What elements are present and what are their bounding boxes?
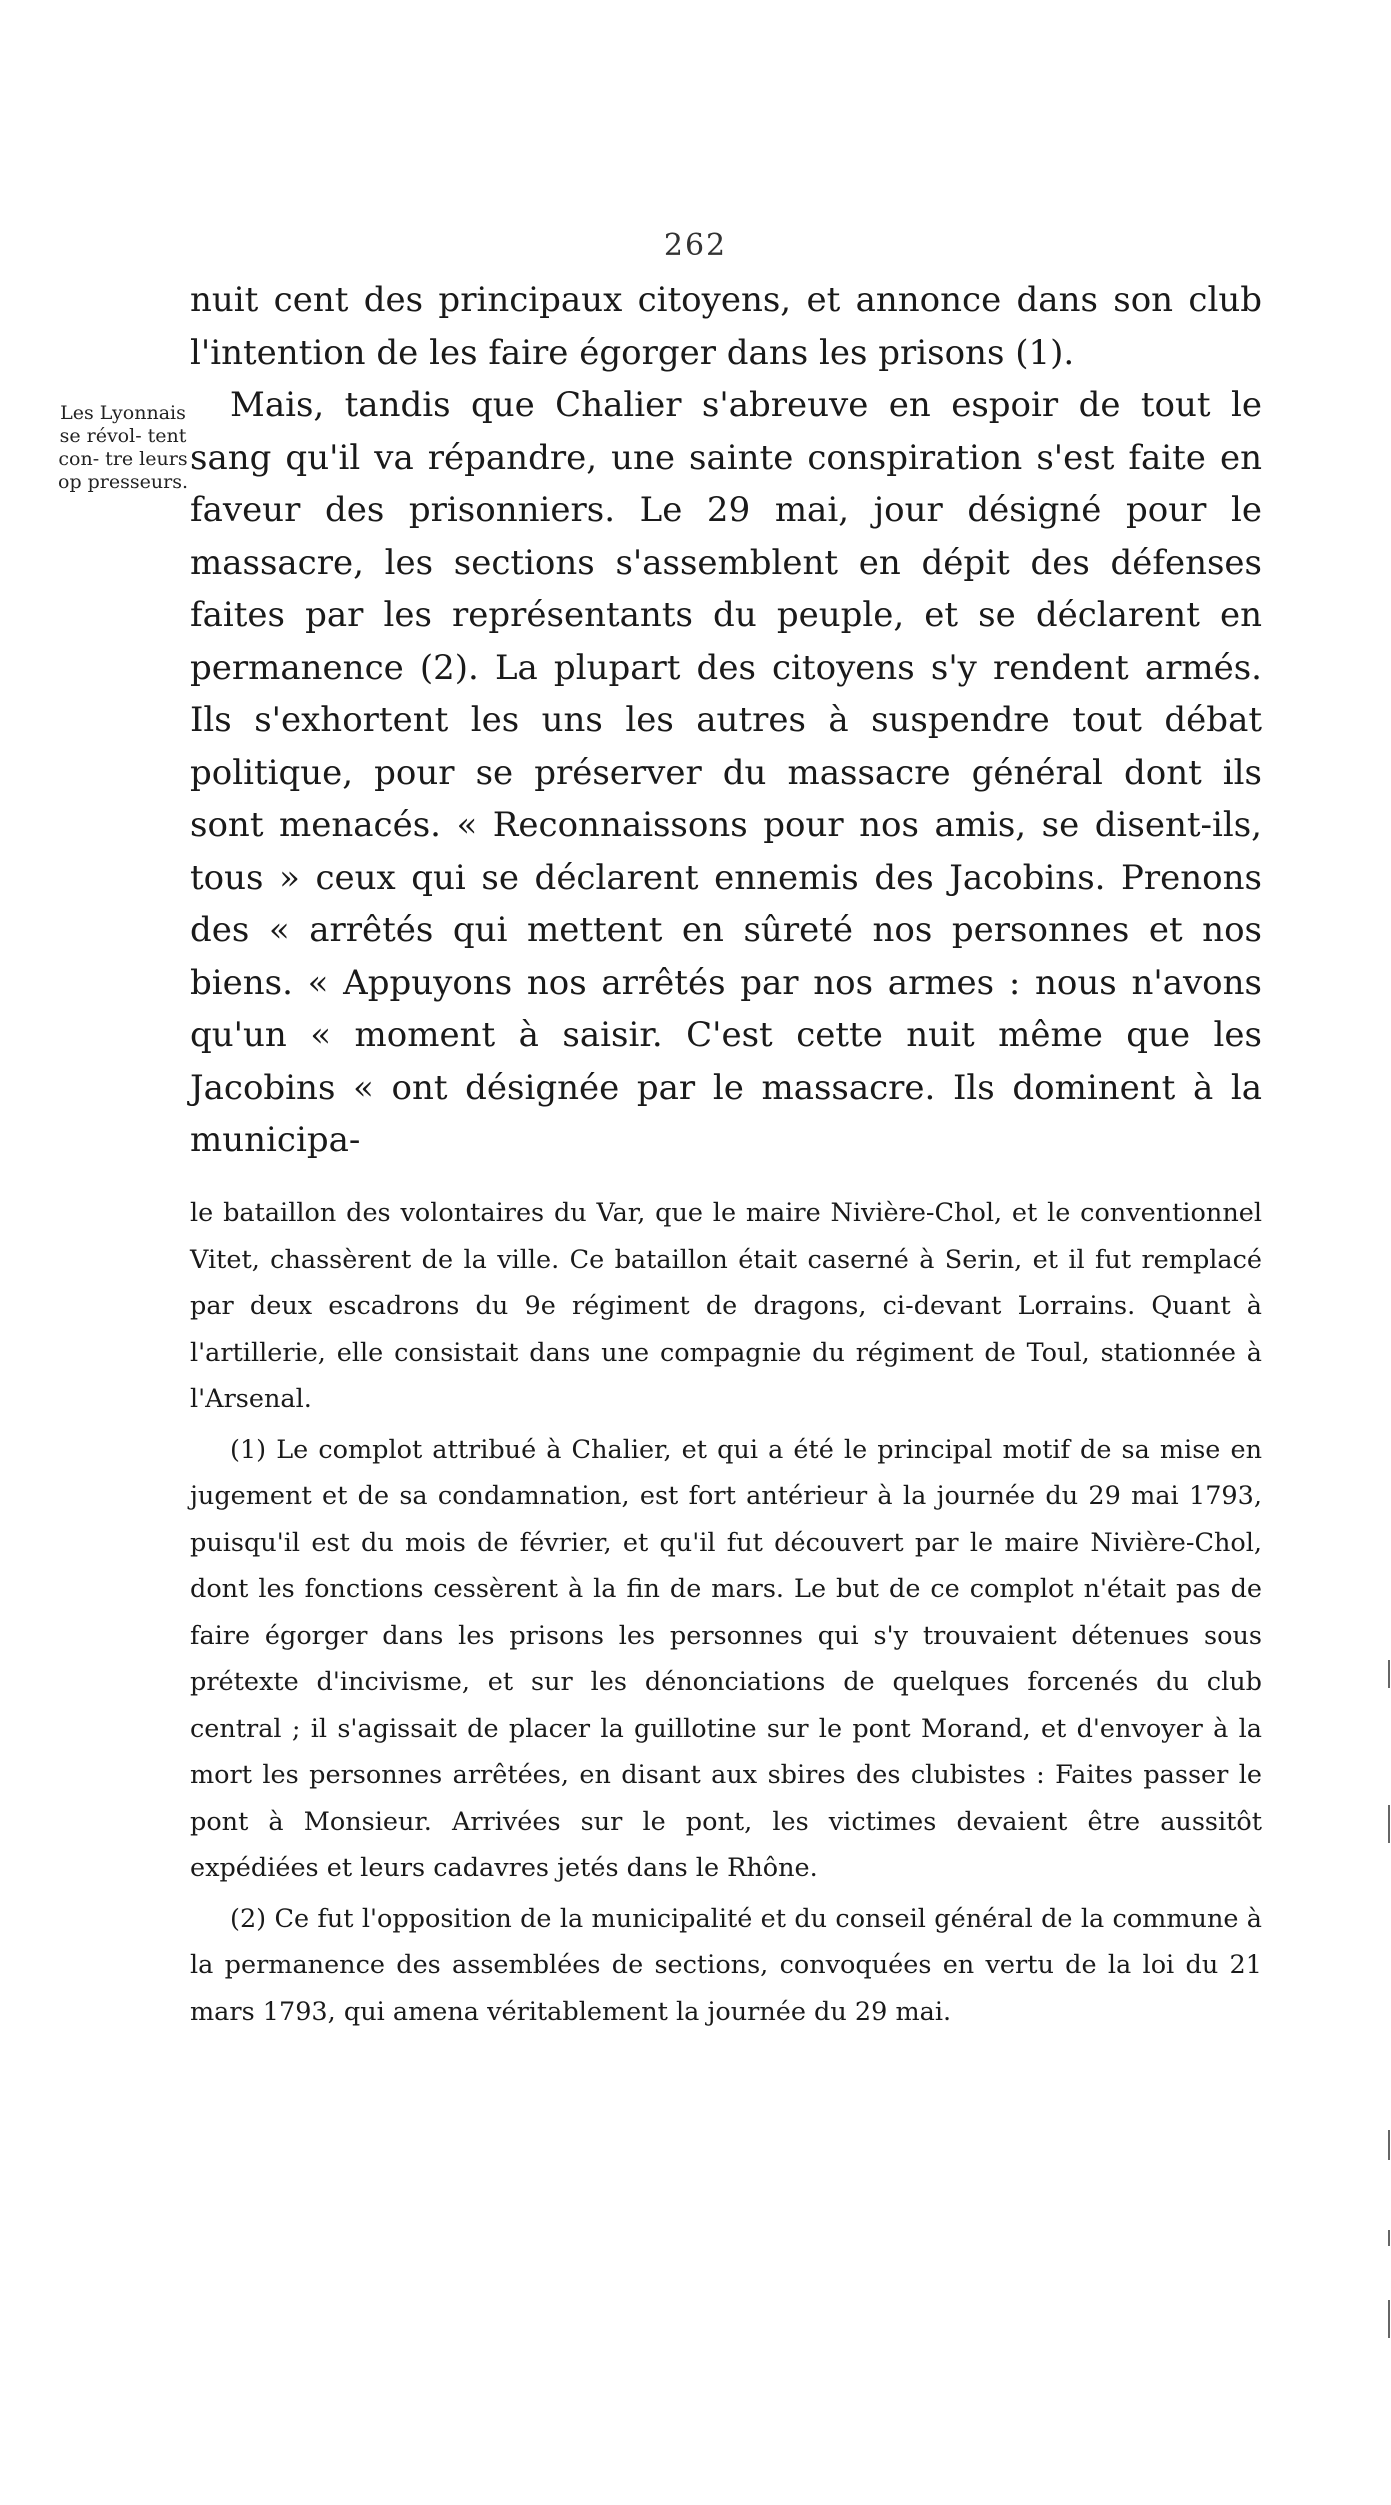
main-text [190,274,1262,1167]
scan-edge-mark [1388,2130,1390,2160]
footnote-continuation: le bataillon des volontaires du Var, que le maire Nivière-Chol, et le conventionnel Vitet, chassèrent de la ville. Ce bataillon était caserné à Serin, et il fut remplacé par deux escadrons du 9e régiment de dragons, ci-devant Lorrains. Quant à l'artillerie, elle consistait dans une compagnie du régiment de Toul, stationnée à l'Arsenal. [190,1198,1262,1414]
scan-edge-mark [1388,1660,1390,1688]
scan-edge-mark [1388,2300,1390,2338]
footnote-1: (1) Le complot attribué à Chalier, et qui a été le principal motif de sa mise en jugement et de sa condamnation, est fort antérieur à la journée du 29 mai 1793, puisqu'il est du mois de février, et qu'il fut découvert par le maire Nivière-Chol, dont les fonctions cessèrent à la fin de mars. Le but de ce complot n'était pas de faire égorger dans les prisons les personnes qui s'y trouvaient détenues sous prétexte d'incivisme, et sur les dénonciations de quelques forcenés du club central ; il s'agissait de placer la guillotine sur le pont Morand, et d'envoyer à la mort les personnes arrêtées, en disant aux sbires des clubistes : Faites passer le pont à Monsieur. Arrivées sur le pont, les victimes devaient être aussitôt expédiées et leurs cadavres jetés dans le Rhône. [190,1434,1262,1883]
paragraph-2: Mais, tandis que Chalier s'abreuve en espoir de tout le sang qu'il va répandre, une sainte conspiration s'est faite en faveur des prisonniers. Le 29 mai, jour désigné pour le massacre, les sections s'assemblent en dépit des défenses faites par les représentants du peuple, et se déclarent en permanence (2). La plupart des citoyens s'y rendent armés. Ils s'exhortent les uns les autres à suspendre tout débat politique, pour se préserver du massacre général dont ils sont menacés. « Reconnaissons pour nos amis, se disent-ils, tous » ceux qui se déclarent ennemis des Jacobins. Prenons des « arrêtés qui mettent en sûreté nos personnes et nos biens. « Appuyons nos arrêtés par nos armes : nous n'avons qu'un « moment à saisir. C'est cette nuit même que les Jacobins « ont désignée par le massacre. Ils dominent à la municipa- [190,385,1262,1160]
paragraph-1: nuit cent des principaux citoyens, et annonce dans son club l'intention de les faire égorger dans les prisons (1). [190,280,1262,373]
page-number: 262 [663,228,728,263]
footnote-2: (2) Ce fut l'opposition de la municipalité et du conseil général de la commune à la permanence des assemblées de sections, convoquées en vertu de la loi du 21 mars 1793, qui amena véritablement la journée du 29 mai. [190,1903,1262,2027]
footnotes [190,1190,1262,2039]
margin-note: Les Lyonnais se révol- tent con- tre leurs op presseurs. [58,402,188,493]
scan-edge-mark [1388,1805,1390,1843]
scan-edge-mark [1388,2230,1390,2246]
